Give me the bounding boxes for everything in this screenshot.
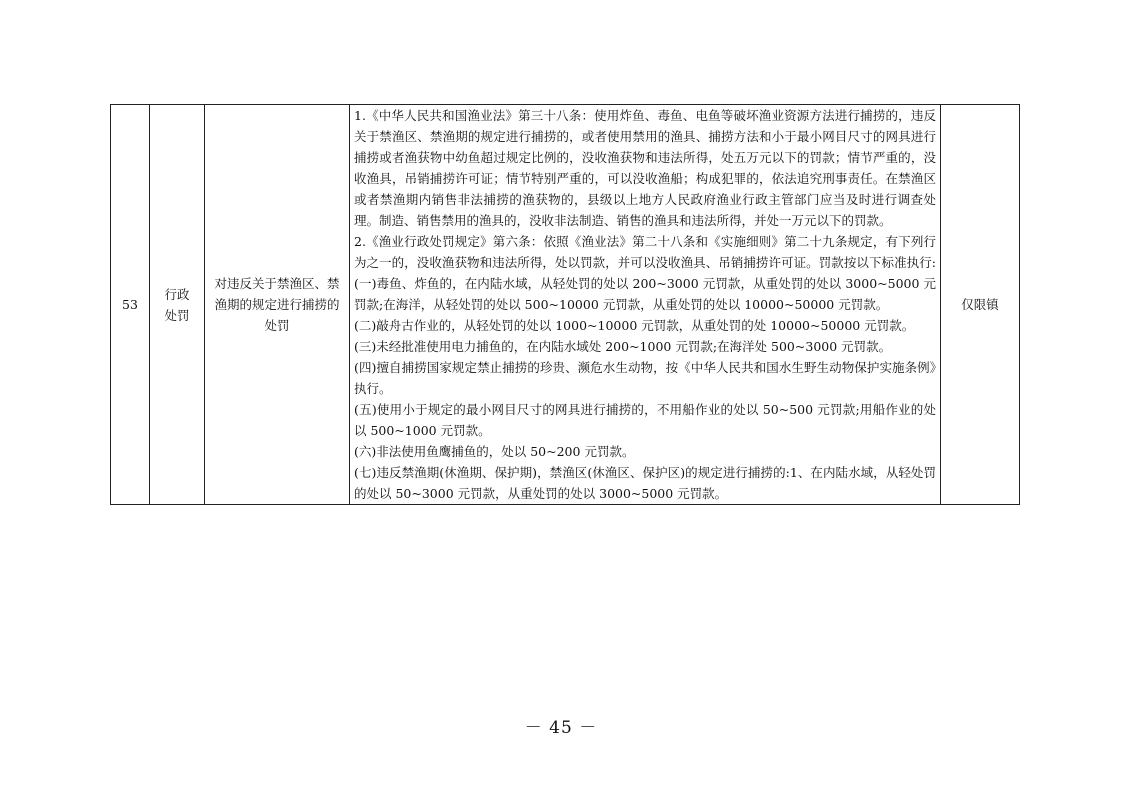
- penalty-type-cell: [150, 105, 205, 505]
- basis-paragraph-2: 2.《渔业行政处罚规定》第六条：依照《渔业法》第二十八条和《实施细则》第二十九条规定，有下列行为之一的，没收渔获物和违法所得，处以罚款，并可以没收渔具、吊销捕捞许可证。罚款按以下标准执行:(一)毒鱼、炸鱼的，在内陆水域，从轻处罚的处以 200~3000 元罚款，从重处罚的处以 3000~5000 元罚款;在海洋，从轻处罚的处以 500~10000 元罚款，从重处罚的处以 10000~50000 元罚款。: [354, 234, 936, 312]
- legal-basis-cell: [350, 105, 941, 505]
- basis-paragraph-3: (二)敲舟古作业的，从轻处罚的处以 1000~10000 元罚款，从重处罚的处 10000~50000 元罚款。: [354, 318, 915, 333]
- row-number-cell: [111, 105, 150, 505]
- basis-paragraph-8: (七)违反禁渔期(休渔期、保护期)，禁渔区(休渔区、保护区)的规定进行捕捞的:1、在内陆水域，从轻处罚的处以 50~3000 元罚款，从重处罚的处以 3000~5000 元罚款。: [354, 465, 936, 501]
- enforcement-table: [110, 104, 1020, 505]
- basis-paragraph-5: (四)擅自捕捞国家规定禁止捕捞的珍贵、濒危水生动物，按《中华人民共和国水生野生动物保护实施条例》执行。: [354, 360, 936, 396]
- scope-cell: [941, 105, 1020, 505]
- item-name: 对违反关于禁渔区、禁渔期的规定进行捕捞的处罚: [214, 276, 340, 333]
- penalty-type: 行政处罚: [164, 286, 190, 323]
- page-number: － 45 －: [524, 718, 598, 738]
- item-name-cell: [205, 105, 350, 505]
- basis-paragraph-6: (五)使用小于规定的最小网目尺寸的网具进行捕捞的，不用船作业的处以 50~500 元罚款;用船作业的处以 500~1000 元罚款。: [354, 402, 936, 438]
- basis-paragraph-1: 1.《中华人民共和国渔业法》第三十八条：使用炸鱼、毒鱼、电鱼等破坏渔业资源方法进行捕捞的，违反关于禁渔区、禁渔期的规定进行捕捞的，或者使用禁用的渔具、捕捞方法和小于最小网目尺寸的网具进行捕捞或者渔获物中幼鱼超过规定比例的，没收渔获物和违法所得，处五万元以下的罚款；情节严重的，没收渔具，吊销捕捞许可证；情节特别严重的，可以没收渔船；构成犯罪的，依法追究刑事责任。在禁渔区或者禁渔期内销售非法捕捞的渔获物的，县级以上地方人民政府渔业行政主管部门应当及时进行调查处理。制造、销售禁用的渔具的，没收非法制造、销售的渔具和违法所得，并处一万元以下的罚款。: [354, 108, 936, 228]
- scope-text: 仅限镇: [961, 297, 999, 312]
- basis-paragraph-7: (六)非法使用鱼鹰捕鱼的，处以 50~200 元罚款。: [354, 444, 635, 459]
- row-number: 53: [122, 297, 138, 312]
- table-row: [111, 105, 1020, 505]
- basis-paragraph-4: (三)未经批准使用电力捕鱼的，在内陆水域处 200~1000 元罚款;在海洋处 500~3000 元罚款。: [354, 339, 892, 354]
